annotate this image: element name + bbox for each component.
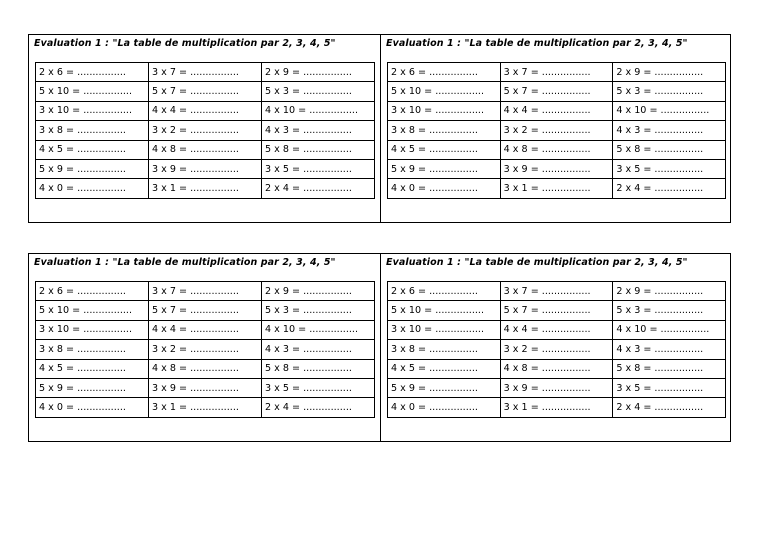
multiplication-grid bbox=[387, 281, 726, 418]
table-row bbox=[36, 398, 375, 417]
equation-cell: 4 x 8 = ................ bbox=[149, 140, 262, 159]
equation-cell: 5 x 10 = ................ bbox=[36, 82, 149, 101]
equation-cell: 2 x 9 = ................ bbox=[613, 282, 726, 301]
equation-cell: 3 x 9 = ................ bbox=[149, 378, 262, 397]
equation-cell: 5 x 10 = ................ bbox=[388, 301, 501, 320]
equation-cell: 3 x 10 = ................ bbox=[36, 101, 149, 120]
equation-cell: 5 x 9 = ................ bbox=[388, 378, 501, 397]
equation-cell: 4 x 4 = ................ bbox=[149, 320, 262, 339]
equation-cell: 3 x 7 = ................ bbox=[149, 63, 262, 82]
equation-cell: 3 x 7 = ................ bbox=[149, 282, 262, 301]
equation-cell: 2 x 9 = ................ bbox=[262, 282, 375, 301]
equation-cell: 4 x 5 = ................ bbox=[388, 359, 501, 378]
equation-cell: 5 x 3 = ................ bbox=[262, 301, 375, 320]
equation-cell: 4 x 3 = ................ bbox=[262, 121, 375, 140]
equation-cell: 4 x 3 = ................ bbox=[613, 340, 726, 359]
equation-cell: 2 x 6 = ................ bbox=[388, 282, 501, 301]
table-row bbox=[388, 359, 726, 378]
table-row bbox=[36, 282, 375, 301]
equation-cell: 3 x 8 = ................ bbox=[388, 340, 501, 359]
evaluation-sheet-1 bbox=[29, 35, 381, 222]
equation-cell: 4 x 0 = ................ bbox=[36, 179, 149, 198]
equation-cell: 4 x 10 = ................ bbox=[262, 101, 375, 120]
equation-cell: 4 x 8 = ................ bbox=[500, 359, 613, 378]
equation-cell: 5 x 8 = ................ bbox=[262, 359, 375, 378]
table-row bbox=[388, 63, 726, 82]
sheet-title: Evaluation 1 : "La table de multiplication par 2, 3, 4, 5" bbox=[386, 257, 688, 268]
equation-cell: 3 x 1 = ................ bbox=[500, 179, 613, 198]
equation-cell: 5 x 9 = ................ bbox=[388, 159, 501, 178]
multiplication-grid bbox=[35, 281, 375, 418]
equation-cell: 2 x 6 = ................ bbox=[36, 63, 149, 82]
equation-cell: 3 x 7 = ................ bbox=[500, 63, 613, 82]
equation-cell: 3 x 1 = ................ bbox=[149, 179, 262, 198]
equation-cell: 2 x 6 = ................ bbox=[36, 282, 149, 301]
table-row bbox=[388, 320, 726, 339]
equation-cell: 4 x 4 = ................ bbox=[500, 320, 613, 339]
equation-cell: 3 x 2 = ................ bbox=[500, 340, 613, 359]
equation-cell: 3 x 2 = ................ bbox=[149, 121, 262, 140]
equation-cell: 5 x 10 = ................ bbox=[36, 301, 149, 320]
table-row bbox=[388, 179, 726, 198]
equation-cell: 4 x 8 = ................ bbox=[149, 359, 262, 378]
equation-cell: 3 x 5 = ................ bbox=[613, 159, 726, 178]
equation-cell: 5 x 3 = ................ bbox=[262, 82, 375, 101]
equation-cell: 2 x 4 = ................ bbox=[262, 179, 375, 198]
multiplication-grid bbox=[387, 62, 726, 199]
sheet-title: Evaluation 1 : "La table de multiplication par 2, 3, 4, 5" bbox=[34, 38, 336, 49]
equation-cell: 2 x 9 = ................ bbox=[262, 63, 375, 82]
equation-cell: 3 x 2 = ................ bbox=[500, 121, 613, 140]
equation-cell: 2 x 9 = ................ bbox=[613, 63, 726, 82]
equation-cell: 3 x 5 = ................ bbox=[262, 159, 375, 178]
table-row bbox=[36, 378, 375, 397]
equation-cell: 2 x 6 = ................ bbox=[388, 63, 501, 82]
equation-cell: 5 x 8 = ................ bbox=[613, 359, 726, 378]
table-row bbox=[36, 82, 375, 101]
equation-cell: 3 x 10 = ................ bbox=[388, 101, 501, 120]
equation-cell: 5 x 9 = ................ bbox=[36, 378, 149, 397]
table-row bbox=[36, 121, 375, 140]
table-row bbox=[388, 282, 726, 301]
equation-cell: 4 x 3 = ................ bbox=[262, 340, 375, 359]
equation-cell: 3 x 8 = ................ bbox=[36, 340, 149, 359]
table-row bbox=[36, 179, 375, 198]
equation-cell: 5 x 8 = ................ bbox=[613, 140, 726, 159]
evaluation-sheet-3 bbox=[29, 254, 381, 441]
equation-cell: 4 x 5 = ................ bbox=[36, 140, 149, 159]
equation-cell: 5 x 10 = ................ bbox=[388, 82, 501, 101]
table-row bbox=[388, 121, 726, 140]
table-row bbox=[388, 398, 726, 417]
equation-cell: 4 x 5 = ................ bbox=[388, 140, 501, 159]
equation-cell: 5 x 7 = ................ bbox=[500, 82, 613, 101]
equation-cell: 4 x 0 = ................ bbox=[36, 398, 149, 417]
table-row bbox=[36, 359, 375, 378]
equation-cell: 5 x 9 = ................ bbox=[36, 159, 149, 178]
equation-cell: 4 x 10 = ................ bbox=[613, 320, 726, 339]
equation-cell: 4 x 5 = ................ bbox=[36, 359, 149, 378]
table-row bbox=[388, 159, 726, 178]
equation-cell: 3 x 5 = ................ bbox=[613, 378, 726, 397]
equation-cell: 4 x 0 = ................ bbox=[388, 398, 501, 417]
equation-cell: 4 x 0 = ................ bbox=[388, 179, 501, 198]
table-row bbox=[388, 378, 726, 397]
equation-cell: 3 x 8 = ................ bbox=[36, 121, 149, 140]
evaluation-card-top bbox=[28, 34, 731, 223]
table-row bbox=[36, 320, 375, 339]
table-row bbox=[388, 82, 726, 101]
table-row bbox=[388, 301, 726, 320]
table-row bbox=[36, 301, 375, 320]
equation-cell: 4 x 4 = ................ bbox=[149, 101, 262, 120]
table-row bbox=[36, 63, 375, 82]
table-row bbox=[388, 140, 726, 159]
equation-cell: 4 x 10 = ................ bbox=[262, 320, 375, 339]
table-row bbox=[36, 140, 375, 159]
equation-cell: 3 x 1 = ................ bbox=[500, 398, 613, 417]
sheet-title: Evaluation 1 : "La table de multiplication par 2, 3, 4, 5" bbox=[386, 38, 688, 49]
equation-cell: 3 x 10 = ................ bbox=[36, 320, 149, 339]
equation-cell: 5 x 7 = ................ bbox=[149, 82, 262, 101]
equation-cell: 4 x 10 = ................ bbox=[613, 101, 726, 120]
table-row bbox=[36, 101, 375, 120]
multiplication-grid bbox=[35, 62, 375, 199]
equation-cell: 2 x 4 = ................ bbox=[613, 398, 726, 417]
equation-cell: 3 x 8 = ................ bbox=[388, 121, 501, 140]
equation-cell: 4 x 8 = ................ bbox=[500, 140, 613, 159]
table-row bbox=[36, 340, 375, 359]
equation-cell: 4 x 4 = ................ bbox=[500, 101, 613, 120]
evaluation-card-bottom bbox=[28, 253, 731, 442]
equation-cell: 3 x 7 = ................ bbox=[500, 282, 613, 301]
equation-cell: 5 x 7 = ................ bbox=[149, 301, 262, 320]
equation-cell: 3 x 1 = ................ bbox=[149, 398, 262, 417]
equation-cell: 5 x 8 = ................ bbox=[262, 140, 375, 159]
equation-cell: 5 x 3 = ................ bbox=[613, 82, 726, 101]
equation-cell: 3 x 5 = ................ bbox=[262, 378, 375, 397]
equation-cell: 3 x 10 = ................ bbox=[388, 320, 501, 339]
equation-cell: 3 x 2 = ................ bbox=[149, 340, 262, 359]
sheet-title: Evaluation 1 : "La table de multiplication par 2, 3, 4, 5" bbox=[34, 257, 336, 268]
equation-cell: 4 x 3 = ................ bbox=[613, 121, 726, 140]
table-row bbox=[388, 340, 726, 359]
table-row bbox=[388, 101, 726, 120]
equation-cell: 3 x 9 = ................ bbox=[500, 378, 613, 397]
equation-cell: 3 x 9 = ................ bbox=[149, 159, 262, 178]
equation-cell: 2 x 4 = ................ bbox=[613, 179, 726, 198]
equation-cell: 3 x 9 = ................ bbox=[500, 159, 613, 178]
equation-cell: 5 x 7 = ................ bbox=[500, 301, 613, 320]
evaluation-sheet-4 bbox=[381, 254, 730, 441]
table-row bbox=[36, 159, 375, 178]
equation-cell: 5 x 3 = ................ bbox=[613, 301, 726, 320]
equation-cell: 2 x 4 = ................ bbox=[262, 398, 375, 417]
evaluation-sheet-2 bbox=[381, 35, 730, 222]
